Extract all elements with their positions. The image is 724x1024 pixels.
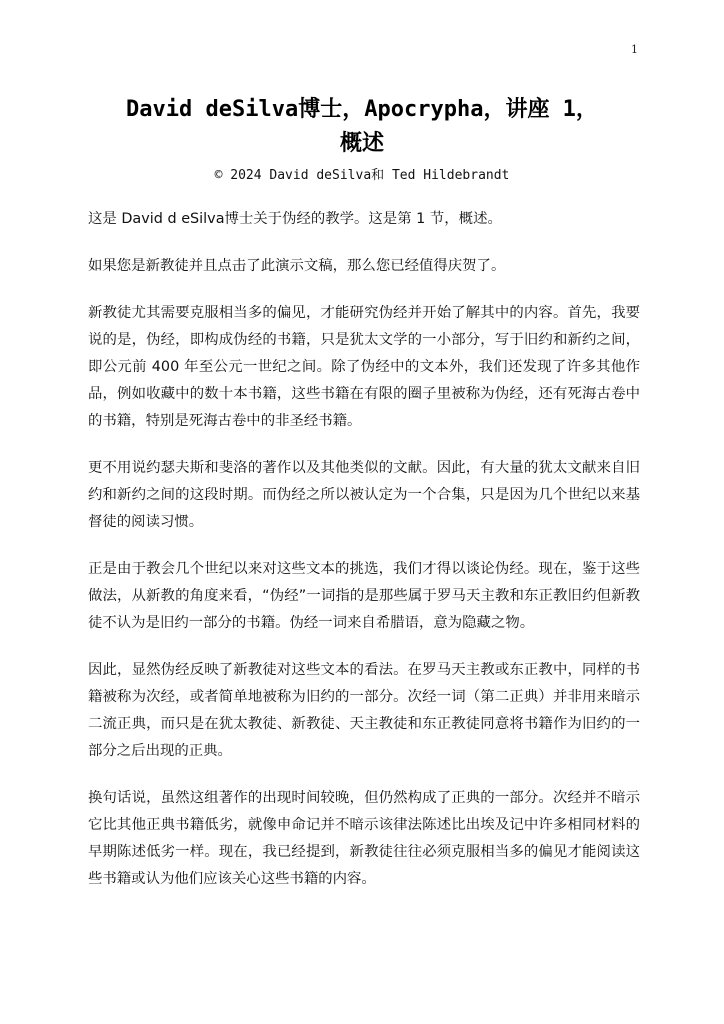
- paragraph: 正是由于教会几个世纪以来对这些文本的挑选，我们才得以谈论伪经。现在，鉴于这些做法，从新教的角度来看，“伪经”一词指的是那些属于罗马天主教和东正教旧约但新教徒不认为是旧约一部分的书籍。伪经一词来自希腊语，意为隐藏之物。: [88, 561, 640, 631]
- document-body: [88, 206, 640, 913]
- paragraph: 这是 David d eSilva博士关于伪经的教学。这是第 1 节，概述。: [88, 211, 502, 227]
- document-title: [88, 93, 636, 161]
- title-line-2: 概述: [339, 131, 384, 156]
- paragraph: 如果您是新教徒并且点击了此演示文稿，那么您已经值得庆贺了。: [88, 258, 506, 274]
- paragraph: 更不用说约瑟夫斯和斐洛的著作以及其他类似的文献。因此，有大量的犹太文献来自旧约和新约之间的这段时期。而伪经之所以被认定为一个合集，只是因为几个世纪以来基督徒的阅读习惯。: [88, 460, 640, 530]
- paragraph: 新教徒尤其需要克服相当多的偏见，才能研究伪经并开始了解其中的内容。首先，我要说的是，伪经，即构成伪经的书籍，只是犹太文学的一小部分，写于旧约和新约之间，即公元前 400 年至公元一世纪之间。除了伪经中的文本外，我们还发现了许多其他作品，例如收藏中的数十本书籍，这些书籍在有限的圈子里被称为伪经，还有死海古卷中的书籍，特别是死海古卷中的非圣经书籍。: [88, 305, 640, 429]
- title-line-1: David deSilva博士，Apocrypha，讲座 1，: [126, 97, 598, 122]
- paragraph: 因此，显然伪经反映了新教徒对这些文本的看法。在罗马天主教或东正教中，同样的书籍被称为次经，或者简单地被称为旧约的一部分。次经一词（第二正典）并非用来暗示二流正典，而只是在犹太教徒、新教徒、天主教徒和东正教徒同意将书籍作为旧约的一部分之后出现的正典。: [88, 662, 640, 759]
- page-number: 1: [631, 43, 638, 56]
- copyright-line: © 2024 David deSilva和 Ted Hildebrandt: [214, 168, 510, 183]
- paragraph: 换句话说，虽然这组著作的出现时间较晚，但仍然构成了正典的一部分。次经并不暗示它比其他正典书籍低劣，就像申命记并不暗示该律法陈述比出埃及记中许多相同材料的早期陈述低劣一样。现在，我已经提到，新教徒往往必须克服相当多的偏见才能阅读这些书籍或认为他们应该关心这些书籍的内容。: [88, 790, 640, 887]
